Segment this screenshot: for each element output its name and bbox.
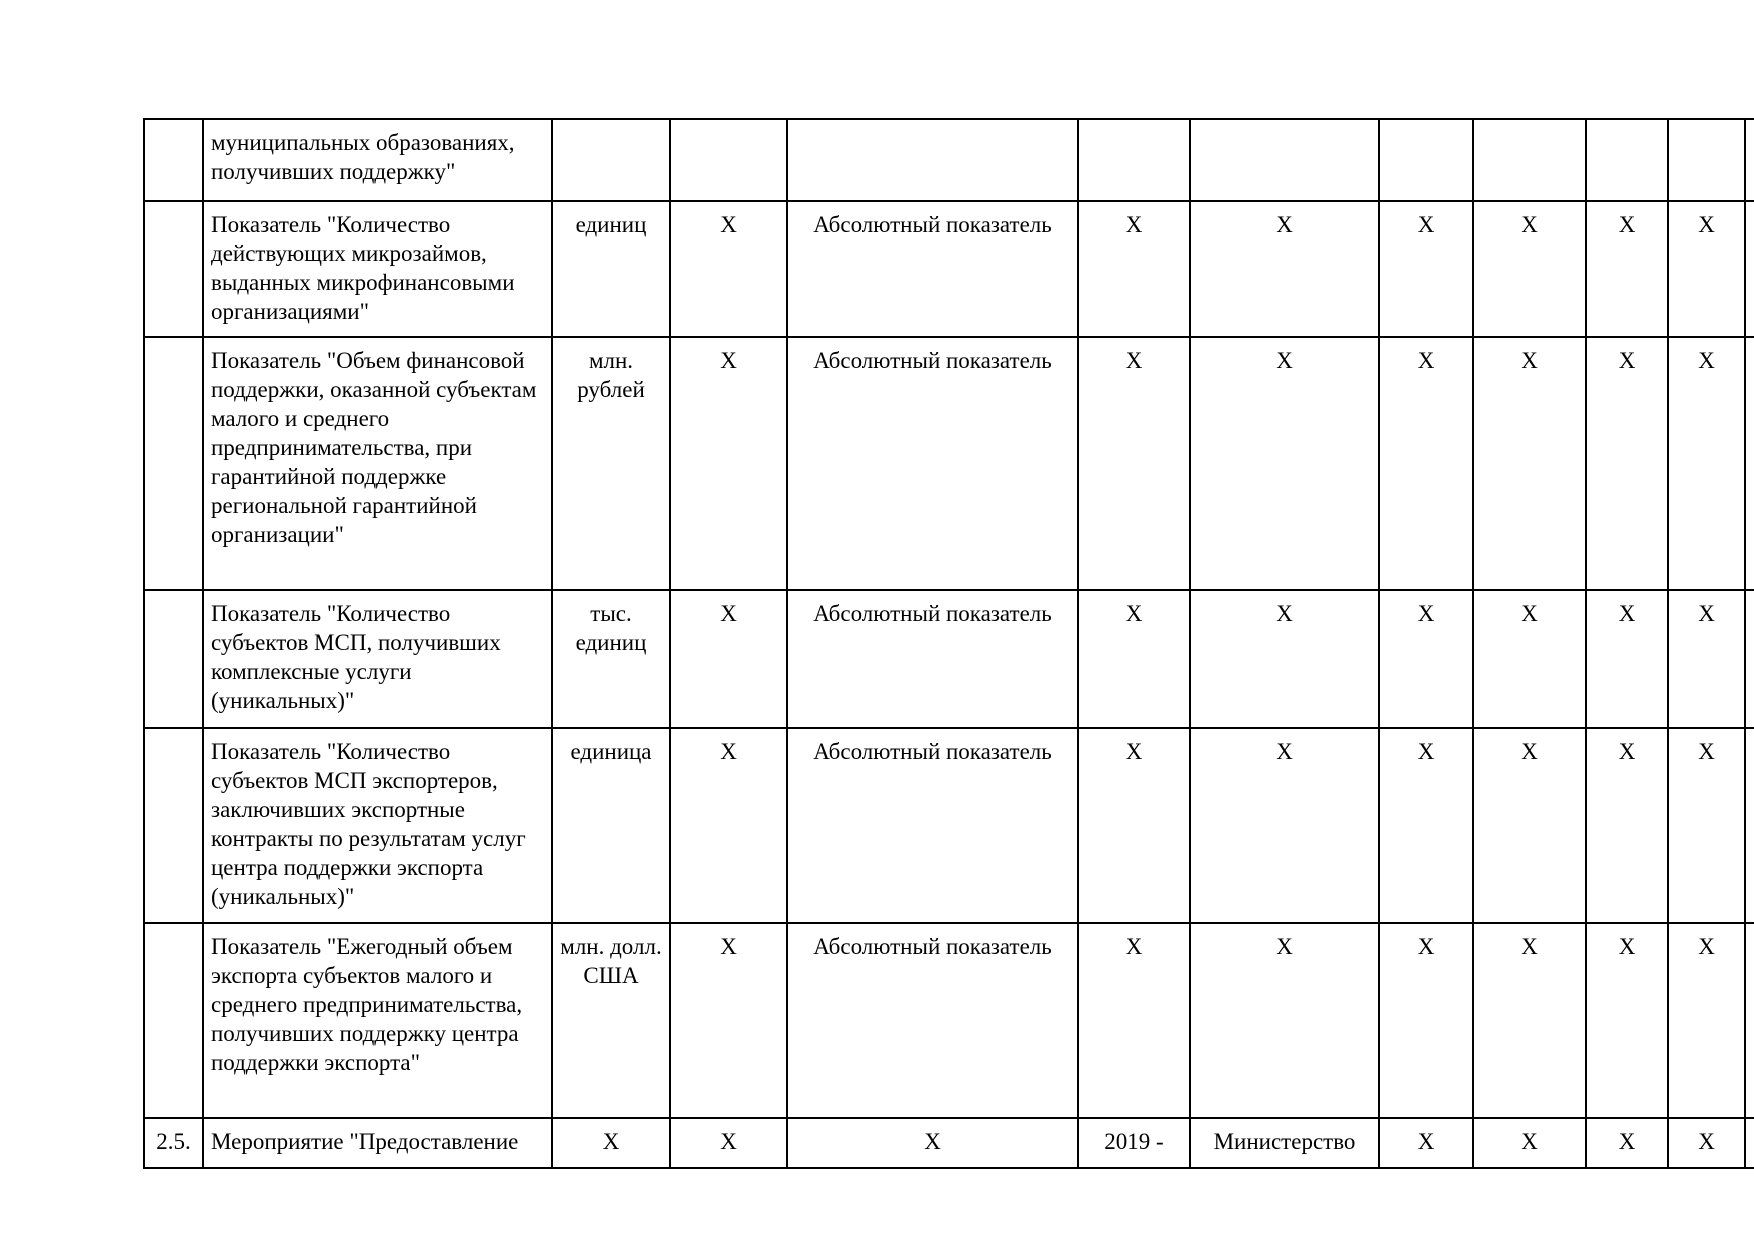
- cell-col8: X: [1379, 1118, 1473, 1168]
- cell-col12: [1745, 1118, 1754, 1168]
- cell-col9: X: [1473, 201, 1586, 337]
- row-number-cell: [144, 728, 203, 923]
- cell-col4: X: [670, 201, 787, 337]
- cell-col12: [1745, 728, 1754, 923]
- cell-col10: [1586, 119, 1668, 201]
- cell-col11: X: [1668, 337, 1745, 590]
- method-cell: X: [787, 1118, 1078, 1168]
- cell-col8: X: [1379, 337, 1473, 590]
- table-row: [144, 201, 1754, 337]
- cell-col10: X: [1586, 590, 1668, 728]
- cell-col4: X: [670, 728, 787, 923]
- cell-col7: X: [1190, 728, 1379, 923]
- cell-col10: X: [1586, 923, 1668, 1118]
- table-row: [144, 119, 1754, 201]
- unit-cell: млн. рублей: [552, 337, 670, 590]
- cell-col9: X: [1473, 337, 1586, 590]
- cell-col7: X: [1190, 201, 1379, 337]
- table-row: [144, 337, 1754, 590]
- responsible-cell: Министерство: [1190, 1118, 1379, 1168]
- cell-col10: X: [1586, 1118, 1668, 1168]
- cell-col6: X: [1078, 923, 1190, 1118]
- cell-col8: X: [1379, 728, 1473, 923]
- method-cell: Абсолютный показатель: [787, 923, 1078, 1118]
- row-number-cell: [144, 923, 203, 1118]
- indicator-name-cell: Показатель "Количество субъектов МСП экспортеров, заключивших экспортные контракты по результатам услуг центра поддержки экспорта (уникальных)": [203, 728, 552, 923]
- cell-col11: X: [1668, 923, 1745, 1118]
- row-number-cell: [144, 119, 203, 201]
- row-number-cell: [144, 337, 203, 590]
- method-cell: Абсолютный показатель: [787, 201, 1078, 337]
- row-number-cell: [144, 201, 203, 337]
- cell-col6: X: [1078, 337, 1190, 590]
- cell-col4: X: [670, 923, 787, 1118]
- cell-col9: X: [1473, 728, 1586, 923]
- method-cell: Абсолютный показатель: [787, 590, 1078, 728]
- unit-cell: единиц: [552, 201, 670, 337]
- cell-col11: X: [1668, 201, 1745, 337]
- cell-col12: [1745, 337, 1754, 590]
- cell-col9: [1473, 119, 1586, 201]
- cell-col4: X: [670, 1118, 787, 1168]
- cell-col4: [670, 119, 787, 201]
- cell-col11: [1668, 119, 1745, 201]
- unit-cell: [552, 119, 670, 201]
- cell-col10: X: [1586, 201, 1668, 337]
- cell-col6: [1078, 119, 1190, 201]
- indicator-name-cell: Показатель "Ежегодный объем экспорта субъектов малого и среднего предпринимательства, получивших поддержку центра поддержки экспорта": [203, 923, 552, 1118]
- cell-col6: X: [1078, 728, 1190, 923]
- cell-col11: X: [1668, 1118, 1745, 1168]
- cell-col12: [1745, 119, 1754, 201]
- period-cell: 2019 -: [1078, 1118, 1190, 1168]
- cell-col7: X: [1190, 923, 1379, 1118]
- method-cell: Абсолютный показатель: [787, 728, 1078, 923]
- indicator-name-cell: Показатель "Количество действующих микрозаймов, выданных микрофинансовыми организациями": [203, 201, 552, 337]
- indicator-name-cell: Мероприятие "Предоставление: [203, 1118, 552, 1168]
- cell-col9: X: [1473, 590, 1586, 728]
- cell-col7: X: [1190, 590, 1379, 728]
- cell-col8: X: [1379, 923, 1473, 1118]
- row-number-cell: 2.5.: [144, 1118, 203, 1168]
- cell-col7: X: [1190, 337, 1379, 590]
- cell-col12: [1745, 923, 1754, 1118]
- row-number-cell: [144, 590, 203, 728]
- cell-col6: X: [1078, 201, 1190, 337]
- cell-col12: [1745, 590, 1754, 728]
- table-row: [144, 590, 1754, 728]
- table-row: [144, 728, 1754, 923]
- unit-cell: млн. долл. США: [552, 923, 670, 1118]
- indicator-name-cell: муниципальных образованиях, получивших поддержку": [203, 119, 552, 201]
- cell-col8: X: [1379, 201, 1473, 337]
- indicator-table: [143, 118, 1754, 1169]
- table-row: [144, 1118, 1754, 1168]
- method-cell: Абсолютный показатель: [787, 337, 1078, 590]
- cell-col11: X: [1668, 728, 1745, 923]
- indicator-name-cell: Показатель "Количество субъектов МСП, получивших комплексные услуги (уникальных)": [203, 590, 552, 728]
- table-row: [144, 923, 1754, 1118]
- method-cell: [787, 119, 1078, 201]
- cell-col10: X: [1586, 337, 1668, 590]
- indicator-name-cell: Показатель "Объем финансовой поддержки, оказанной субъектам малого и среднего предпринимательства, при гарантийной поддержке региональной гарантийной организации": [203, 337, 552, 590]
- unit-cell: X: [552, 1118, 670, 1168]
- cell-col7: [1190, 119, 1379, 201]
- cell-col10: X: [1586, 728, 1668, 923]
- cell-col8: X: [1379, 590, 1473, 728]
- cell-col9: X: [1473, 923, 1586, 1118]
- cell-col4: X: [670, 590, 787, 728]
- cell-col8: [1379, 119, 1473, 201]
- cell-col9: X: [1473, 1118, 1586, 1168]
- unit-cell: тыс. единиц: [552, 590, 670, 728]
- unit-cell: единица: [552, 728, 670, 923]
- cell-col6: X: [1078, 590, 1190, 728]
- cell-col11: X: [1668, 590, 1745, 728]
- cell-col12: [1745, 201, 1754, 337]
- cell-col4: X: [670, 337, 787, 590]
